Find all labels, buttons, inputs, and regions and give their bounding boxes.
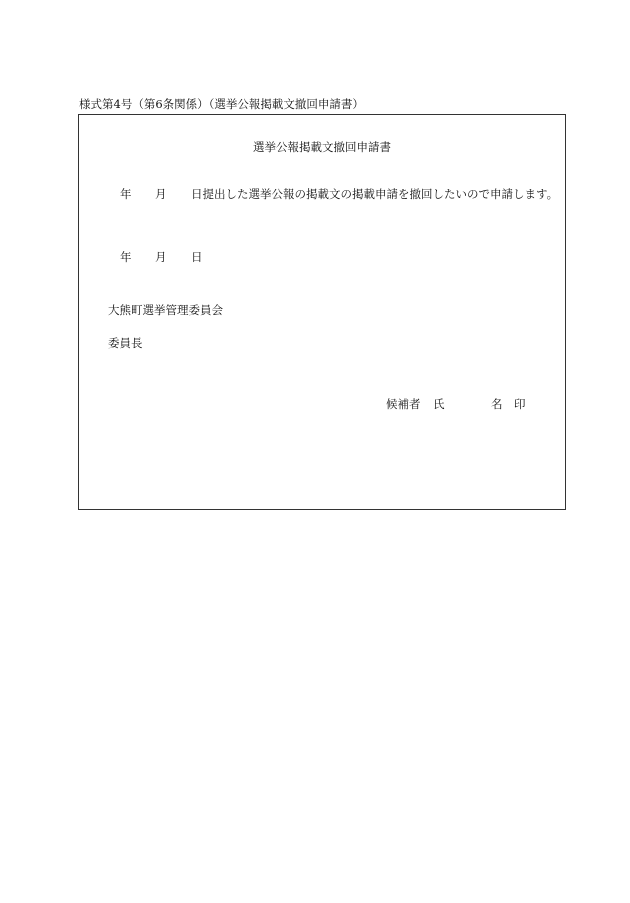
form-frame <box>78 114 566 510</box>
name-label-part2: 名 <box>491 397 503 411</box>
addressee-committee: 大熊町選挙管理委員会 <box>108 303 223 317</box>
date-day-label: 日 <box>191 250 203 264</box>
form-caption: 様式第4号（第6条関係）（選挙公報掲載文撤回申請書） <box>79 97 364 111</box>
name-label-part1: 氏 <box>433 397 445 411</box>
signature-row <box>79 396 565 412</box>
statement-year-label: 年 <box>120 187 132 201</box>
date-month-label: 月 <box>155 250 167 264</box>
statement-text: 日提出した選挙公報の掲載文の掲載申請を撤回したいので申請します。 <box>191 187 559 201</box>
addressee-chair: 委員長 <box>108 336 143 350</box>
seal-label: 印 <box>514 397 526 411</box>
document-title: 選挙公報掲載文撤回申請書 <box>253 140 391 154</box>
date-year-label: 年 <box>120 250 132 264</box>
statement-month-label: 月 <box>155 187 167 201</box>
candidate-label: 候補者 <box>386 397 421 411</box>
